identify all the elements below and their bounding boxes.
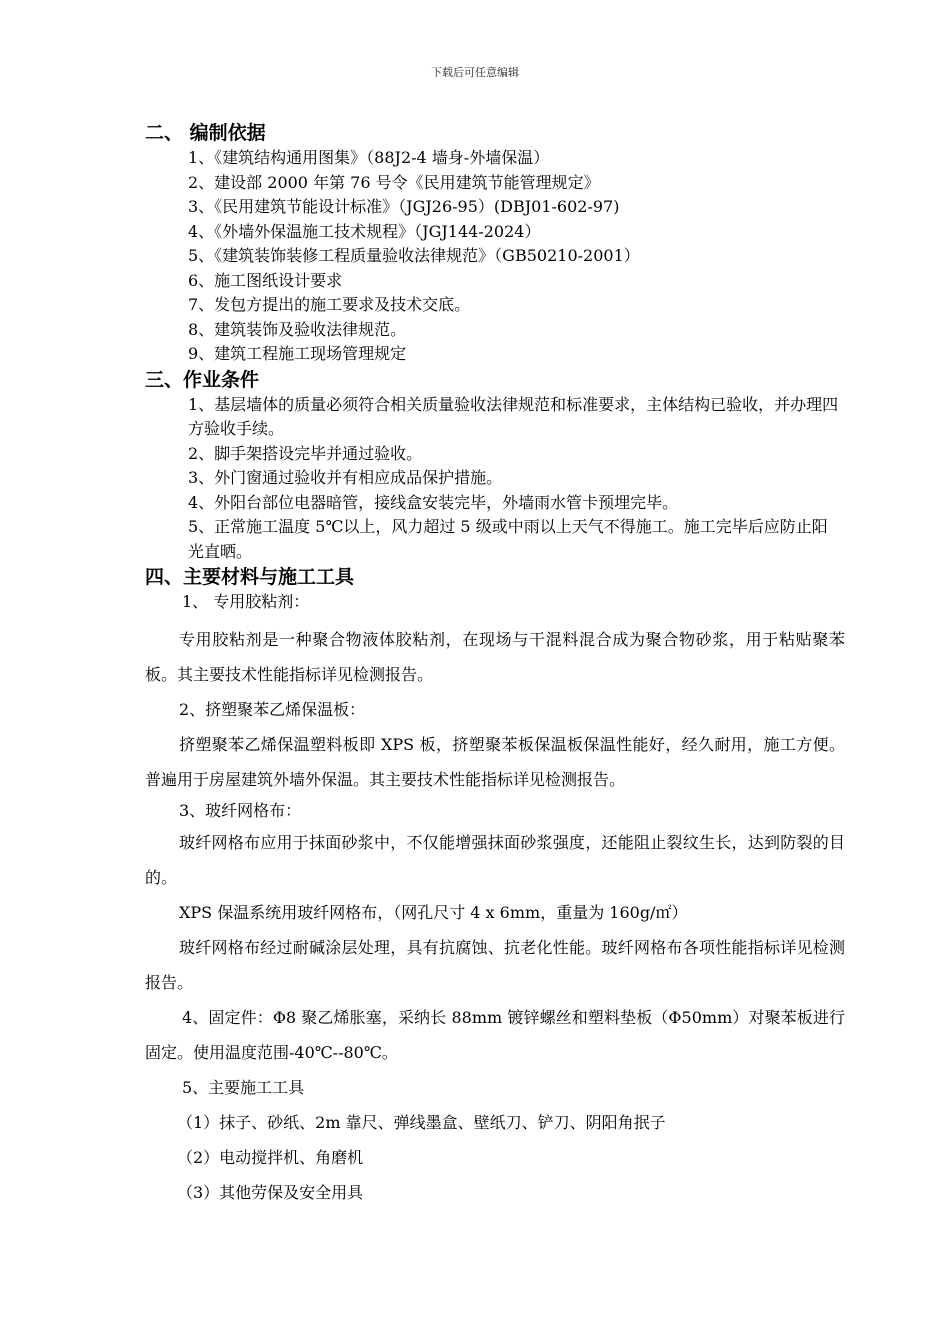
basis-item-1: 1、《建筑结构通用图集》（88J2-4 墙身-外墙保温） bbox=[188, 148, 550, 167]
basis-item-6: 6、施工图纸设计要求 bbox=[188, 270, 343, 290]
tools-heading: 5、主要施工工具 bbox=[182, 1078, 305, 1097]
section-title-materials: 四、主要材料与施工工具 bbox=[145, 566, 355, 588]
basis-item-9: 9、建筑工程施工现场管理规定 bbox=[188, 344, 407, 363]
basis-item-3: 3、《民用建筑节能设计标准》（JGJ26-95）(DBJ01-602-97) bbox=[188, 197, 620, 216]
fixing-paragraph: 4、固定件：Φ8 聚乙烯胀塞，采纳长 88mm 镀锌螺丝和塑料垫板（Φ50mm）对聚苯板进行固定。使用温度范围-40℃--80℃。 bbox=[145, 1008, 845, 1062]
basis-item-7: 7、发包方提出的施工要求及技术交底。 bbox=[188, 295, 471, 314]
mesh-paragraph-3: 玻纤网格布经过耐碱涂层处理，具有抗腐蚀、抗老化性能。玻纤网格布各项性能指标详见检测报告。 bbox=[145, 938, 845, 992]
basis-item-4: 4、《外墙外保温施工技术规程》（JGJ144-2024） bbox=[188, 221, 541, 241]
section-title-basis: 二、 编制依据 bbox=[145, 122, 266, 144]
basis-item-2: 2、建设部 2000 年第 76 号令《民用建筑节能管理规定》 bbox=[188, 172, 600, 192]
basis-item-8: 8、建筑装饰及验收法律规范。 bbox=[188, 319, 407, 339]
mesh-paragraph-1: 玻纤网格布应用于抹面砂浆中，不仅能增强抹面砂浆强度，还能阻止裂纹生长，达到防裂的目的。 bbox=[145, 833, 845, 887]
tools-item-1: （1）抹子、砂纸、2m 靠尺、弹线墨盒、壁纸刀、铲刀、阴阳角抿子 bbox=[177, 1113, 666, 1132]
xps-heading: 2、挤塑聚苯乙烯保温板： bbox=[179, 700, 366, 719]
condition-item-5: 5、正常施工温度 5℃以上，风力超过 5 级或中雨以上天气不得施工。施工完毕后应防止阳光直晒。 bbox=[188, 517, 828, 561]
adhesive-heading: 1、 专用胶粘剂： bbox=[182, 592, 310, 611]
section-title-conditions: 三、作业条件 bbox=[145, 368, 260, 391]
tools-item-3: （3）其他劳保及安全用具 bbox=[177, 1183, 364, 1202]
adhesive-paragraph: 专用胶粘剂是一种聚合物液体胶粘剂，在现场与干混料混合成为聚合物砂浆，用于粘贴聚苯板。其主要技术性能指标详见检测报告。 bbox=[145, 630, 845, 684]
condition-item-4: 4、外阳台部位电器暗管，接线盒安装完毕，外墙雨水管卡预埋完毕。 bbox=[188, 492, 679, 512]
mesh-paragraph-2: XPS 保温系统用玻纤网格布，（网孔尺寸 4 x 6mm，重量为 160g/㎡） bbox=[179, 903, 688, 922]
mesh-heading: 3、玻纤网格布： bbox=[179, 801, 302, 820]
xps-paragraph: 挤塑聚苯乙烯保温塑料板即 XPS 板，挤塑聚苯板保温板保温性能好，经久耐用，施工方便。普遍用于房屋建筑外墙外保温。其主要技术性能指标详见检测报告。 bbox=[145, 735, 845, 789]
condition-item-2: 2、脚手架搭设完毕并通过验收。 bbox=[188, 443, 423, 463]
document-body bbox=[145, 120, 845, 1210]
condition-item-3: 3、外门窗通过验收并有相应成品保护措施。 bbox=[188, 468, 503, 487]
basis-item-5: 5、《建筑装饰装修工程质量验收法律规范》（GB50210-2001） bbox=[188, 246, 640, 265]
condition-item-1: 1、基层墙体的质量必须符合相关质量验收法律规范和标准要求，主体结构已验收，并办理四方验收手续。 bbox=[188, 394, 839, 438]
page-header: 下载后可任意编辑 bbox=[431, 66, 519, 79]
tools-item-2: （2）电动搅拌机、角磨机 bbox=[177, 1148, 364, 1167]
